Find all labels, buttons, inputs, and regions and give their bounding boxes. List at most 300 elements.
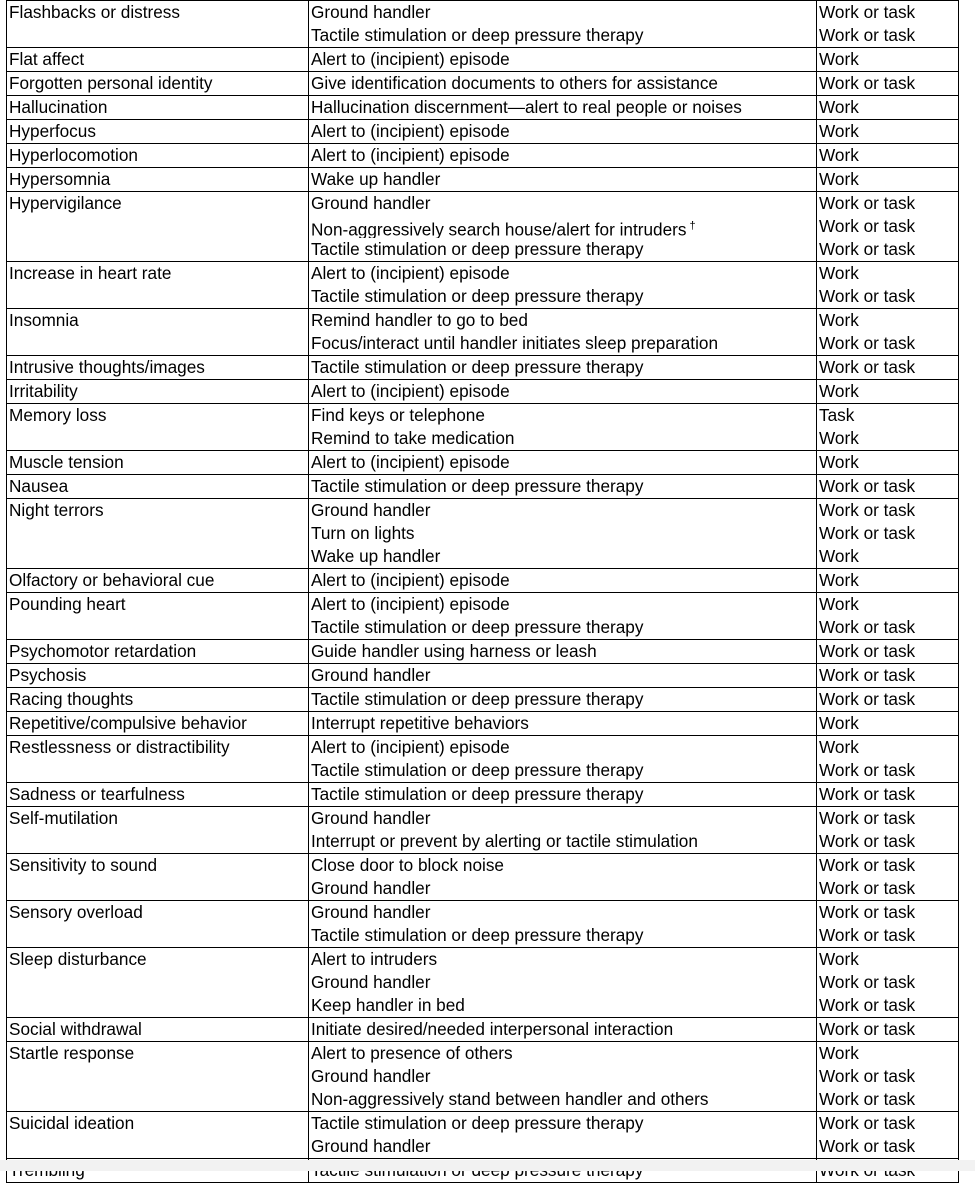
task-text: Tactile stimulation or deep pressure therapy xyxy=(311,760,644,780)
task-text: Ground handler xyxy=(311,972,431,992)
task-cell xyxy=(309,593,817,640)
task-cell xyxy=(309,499,817,569)
task-line xyxy=(309,427,816,450)
task-text: Guide handler using harness or leash xyxy=(311,641,597,661)
task-line xyxy=(309,616,816,639)
task-text: Wake up handler xyxy=(311,169,441,189)
task-text: Ground handler xyxy=(311,193,431,213)
symptom-label: Flashbacks or distress xyxy=(9,2,180,22)
task-text: Tactile stimulation or deep pressure therapy xyxy=(311,239,644,259)
symptom-cell xyxy=(7,712,309,736)
symptom-label: Olfactory or behavioral cue xyxy=(9,570,215,590)
type-cell xyxy=(817,1042,959,1112)
type-cell xyxy=(817,712,959,736)
task-line xyxy=(309,994,816,1017)
task-type-label: Work or task xyxy=(819,878,916,898)
task-line xyxy=(309,736,816,759)
task-line xyxy=(309,262,816,285)
type-cell xyxy=(817,1112,959,1159)
symptom-label: Hyperfocus xyxy=(9,121,96,141)
task-line xyxy=(309,877,816,900)
symptom-label: Forgotten personal identity xyxy=(9,73,213,93)
task-type-label: Work or task xyxy=(819,902,916,922)
task-text: Close door to block noise xyxy=(311,855,504,875)
task-line xyxy=(309,807,816,830)
symptom-cell xyxy=(7,404,309,451)
symptom-label: Intrusive thoughts/images xyxy=(9,357,205,377)
symptom-cell xyxy=(7,901,309,948)
symptom-label: Self-mutilation xyxy=(9,808,118,828)
table-row xyxy=(7,688,959,712)
task-type-label: Work or task xyxy=(819,855,916,875)
type-cell xyxy=(817,144,959,168)
symptom-label: Irritability xyxy=(9,381,78,401)
symptom-cell xyxy=(7,120,309,144)
task-type-label: Work or task xyxy=(819,2,916,22)
task-text: Ground handler xyxy=(311,2,431,22)
table-row xyxy=(7,1042,959,1112)
symptom-label: Sadness or tearfulness xyxy=(9,784,185,804)
task-line xyxy=(309,192,816,215)
task-cell xyxy=(309,1018,817,1042)
table-body xyxy=(7,1,959,1183)
symptom-task-table-region xyxy=(6,0,958,1183)
task-type-label: Work or task xyxy=(819,1113,916,1133)
task-type-label: Work or task xyxy=(819,995,916,1015)
task-type-label: Work xyxy=(819,452,859,472)
task-line xyxy=(309,759,816,782)
table-row xyxy=(7,72,959,96)
task-type-label: Work or task xyxy=(819,25,916,45)
type-cell xyxy=(817,96,959,120)
task-type-label: Work or task xyxy=(819,193,916,213)
symptom-cell xyxy=(7,499,309,569)
task-cell xyxy=(309,640,817,664)
type-cell xyxy=(817,593,959,640)
type-cell xyxy=(817,48,959,72)
table-row xyxy=(7,451,959,475)
task-type-label: Work xyxy=(819,145,859,165)
task-type-label: Work or task xyxy=(819,239,916,259)
symptom-label: Sensitivity to sound xyxy=(9,855,158,875)
table-row xyxy=(7,144,959,168)
task-line xyxy=(309,72,816,95)
symptom-cell xyxy=(7,783,309,807)
task-text: Alert to (incipient) episode xyxy=(311,121,510,141)
task-line xyxy=(309,1,816,24)
task-text: Keep handler in bed xyxy=(311,995,465,1015)
task-line xyxy=(309,1135,816,1158)
task-text: Tactile stimulation or deep pressure therapy xyxy=(311,784,644,804)
symptom-cell xyxy=(7,1018,309,1042)
symptom-label: Sensory overload xyxy=(9,902,143,922)
task-cell xyxy=(309,356,817,380)
task-type-label: Work xyxy=(819,97,859,117)
task-text: Tactile stimulation or deep pressure therapy xyxy=(311,925,644,945)
table-row xyxy=(7,1018,959,1042)
task-cell xyxy=(309,736,817,783)
task-line xyxy=(309,120,816,143)
task-type-label: Work xyxy=(819,428,859,448)
symptom-cell xyxy=(7,569,309,593)
task-text: Alert to (incipient) episode xyxy=(311,452,510,472)
task-line xyxy=(309,451,816,474)
symptom-task-table xyxy=(6,0,959,1183)
task-line xyxy=(309,688,816,711)
task-text: Alert to presence of others xyxy=(311,1043,513,1063)
task-line xyxy=(309,783,816,806)
symptom-cell xyxy=(7,854,309,901)
symptom-cell xyxy=(7,356,309,380)
symptom-cell xyxy=(7,192,309,262)
symptom-cell xyxy=(7,380,309,404)
table-row xyxy=(7,807,959,854)
symptom-cell xyxy=(7,309,309,356)
table-row xyxy=(7,569,959,593)
task-text: Tactile stimulation or deep pressure therapy xyxy=(311,286,644,306)
type-cell xyxy=(817,262,959,309)
task-text: Alert to (incipient) episode xyxy=(311,737,510,757)
task-line xyxy=(309,356,816,379)
type-cell xyxy=(817,569,959,593)
task-type-label: Work or task xyxy=(819,760,916,780)
symptom-label: Night terrors xyxy=(9,500,104,520)
type-cell xyxy=(817,356,959,380)
task-cell xyxy=(309,451,817,475)
symptom-label: Memory loss xyxy=(9,405,107,425)
task-cell xyxy=(309,96,817,120)
task-line xyxy=(309,1018,816,1041)
task-type-label: Work or task xyxy=(819,831,916,851)
task-text: Tactile stimulation or deep pressure therapy xyxy=(311,25,644,45)
task-line xyxy=(309,475,816,498)
task-cell xyxy=(309,948,817,1018)
type-cell xyxy=(817,854,959,901)
task-text: Interrupt repetitive behaviors xyxy=(311,713,529,733)
symptom-cell xyxy=(7,664,309,688)
symptom-cell xyxy=(7,1,309,48)
table-row xyxy=(7,262,959,309)
symptom-cell xyxy=(7,593,309,640)
task-text: Alert to (incipient) episode xyxy=(311,49,510,69)
task-text: Ground handler xyxy=(311,1066,431,1086)
task-text: Tactile stimulation or deep pressure therapy xyxy=(311,689,644,709)
type-cell xyxy=(817,404,959,451)
task-line xyxy=(309,664,816,687)
task-line xyxy=(309,830,816,853)
task-cell xyxy=(309,144,817,168)
table-row xyxy=(7,736,959,783)
task-line xyxy=(309,1088,816,1111)
table-row xyxy=(7,380,959,404)
table-row xyxy=(7,499,959,569)
symptom-cell xyxy=(7,451,309,475)
task-text: Ground handler xyxy=(311,878,431,898)
task-type-label: Work or task xyxy=(819,1066,916,1086)
task-line xyxy=(309,712,816,735)
task-text: Alert to (incipient) episode xyxy=(311,145,510,165)
task-type-label: Work xyxy=(819,49,859,69)
task-type-label: Work or task xyxy=(819,808,916,828)
task-line xyxy=(309,640,816,663)
task-type-label: Work or task xyxy=(819,972,916,992)
symptom-cell xyxy=(7,72,309,96)
page-bottom-strip xyxy=(0,1160,975,1171)
type-cell xyxy=(817,664,959,688)
type-cell xyxy=(817,380,959,404)
type-cell xyxy=(817,475,959,499)
symptom-label: Flat affect xyxy=(9,49,85,69)
symptom-label: Hypersomnia xyxy=(9,169,111,189)
task-text: Alert to (incipient) episode xyxy=(311,594,510,614)
task-text: Focus/interact until handler initiates sleep preparation xyxy=(311,333,719,353)
task-text: Wake up handler xyxy=(311,546,441,566)
table-row xyxy=(7,404,959,451)
symptom-label: Increase in heart rate xyxy=(9,263,172,283)
task-type-label: Work or task xyxy=(819,925,916,945)
task-cell xyxy=(309,901,817,948)
table-row xyxy=(7,48,959,72)
task-line xyxy=(309,309,816,332)
task-text: Find keys or telephone xyxy=(311,405,485,425)
task-type-label: Work or task xyxy=(819,523,916,543)
task-cell xyxy=(309,262,817,309)
task-type-label: Work xyxy=(819,546,859,566)
type-cell xyxy=(817,451,959,475)
task-text: Tactile stimulation or deep pressure therapy xyxy=(311,617,644,637)
table-row xyxy=(7,356,959,380)
type-cell xyxy=(817,309,959,356)
task-type-label: Work or task xyxy=(819,665,916,685)
task-type-label: Work or task xyxy=(819,784,916,804)
task-text: Tactile stimulation or deep pressure therapy xyxy=(311,357,644,377)
task-line xyxy=(309,901,816,924)
type-cell xyxy=(817,1,959,48)
task-text: Alert to (incipient) episode xyxy=(311,570,510,590)
task-line xyxy=(309,215,816,238)
task-type-label: Work xyxy=(819,310,859,330)
table-row xyxy=(7,1112,959,1159)
symptom-cell xyxy=(7,144,309,168)
symptom-cell xyxy=(7,807,309,854)
table-row xyxy=(7,854,959,901)
task-line xyxy=(309,168,816,191)
task-cell xyxy=(309,404,817,451)
task-line xyxy=(309,593,816,616)
task-line xyxy=(309,404,816,427)
task-text: Give identification documents to others for assistance xyxy=(311,73,718,93)
task-cell xyxy=(309,309,817,356)
symptom-cell xyxy=(7,1042,309,1112)
task-cell xyxy=(309,1,817,48)
task-text: Alert to (incipient) episode xyxy=(311,263,510,283)
task-line xyxy=(309,48,816,71)
dagger-footnote-mark: † xyxy=(689,220,696,232)
task-line xyxy=(309,1042,816,1065)
task-type-label: Work or task xyxy=(819,333,916,353)
task-line xyxy=(309,332,816,355)
task-text: Non-aggressively stand between handler and others xyxy=(311,1089,709,1109)
table-row xyxy=(7,475,959,499)
type-cell xyxy=(817,807,959,854)
task-line xyxy=(309,24,816,47)
task-text: Ground handler xyxy=(311,902,431,922)
task-text: Hallucination discernment—alert to real people or noises xyxy=(311,97,742,117)
type-cell xyxy=(817,901,959,948)
type-cell xyxy=(817,640,959,664)
task-type-label: Work or task xyxy=(819,73,916,93)
symptom-label: Pounding heart xyxy=(9,594,126,614)
task-type-label: Work xyxy=(819,1043,859,1063)
type-cell xyxy=(817,192,959,262)
task-line xyxy=(309,1065,816,1088)
task-text: Interrupt or prevent by alerting or tactile stimulation xyxy=(311,831,698,851)
table-row xyxy=(7,309,959,356)
table-row xyxy=(7,712,959,736)
task-text: Ground handler xyxy=(311,500,431,520)
task-text: Alert to (incipient) episode xyxy=(311,381,510,401)
task-type-label: Work xyxy=(819,263,859,283)
task-line xyxy=(309,948,816,971)
task-cell xyxy=(309,168,817,192)
table-row xyxy=(7,901,959,948)
symptom-label: Suicidal ideation xyxy=(9,1113,135,1133)
symptom-cell xyxy=(7,640,309,664)
symptom-cell xyxy=(7,688,309,712)
task-type-label: Work xyxy=(819,381,859,401)
task-cell xyxy=(309,380,817,404)
task-type-label: Work or task xyxy=(819,689,916,709)
symptom-cell xyxy=(7,948,309,1018)
type-cell xyxy=(817,736,959,783)
type-cell xyxy=(817,168,959,192)
symptom-label: Hallucination xyxy=(9,97,108,117)
task-line xyxy=(309,971,816,994)
task-type-label: Work or task xyxy=(819,500,916,520)
symptom-cell xyxy=(7,475,309,499)
symptom-label: Restlessness or distractibility xyxy=(9,737,230,757)
task-line xyxy=(309,854,816,877)
task-cell xyxy=(309,783,817,807)
task-cell xyxy=(309,688,817,712)
task-type-label: Work xyxy=(819,594,859,614)
task-line xyxy=(309,1112,816,1135)
task-cell xyxy=(309,72,817,96)
task-text: Tactile stimulation or deep pressure therapy xyxy=(311,1113,644,1133)
symptom-label: Racing thoughts xyxy=(9,689,134,709)
task-cell xyxy=(309,1112,817,1159)
task-type-label: Work or task xyxy=(819,641,916,661)
task-text: Turn on lights xyxy=(311,523,415,543)
task-type-label: Work or task xyxy=(819,1089,916,1109)
task-text: Initiate desired/needed interpersonal interaction xyxy=(311,1019,674,1039)
task-line xyxy=(309,522,816,545)
task-cell xyxy=(309,807,817,854)
type-cell xyxy=(817,499,959,569)
task-type-label: Work or task xyxy=(819,216,916,236)
symptom-label: Insomnia xyxy=(9,310,79,330)
task-cell xyxy=(309,192,817,262)
table-row xyxy=(7,948,959,1018)
task-cell xyxy=(309,664,817,688)
task-text: Ground handler xyxy=(311,665,431,685)
task-type-label: Work or task xyxy=(819,1019,916,1039)
task-text: Ground handler xyxy=(311,1136,431,1156)
symptom-label: Social withdrawal xyxy=(9,1019,142,1039)
task-line xyxy=(309,569,816,592)
symptom-cell xyxy=(7,262,309,309)
symptom-label: Hypervigilance xyxy=(9,193,122,213)
symptom-cell xyxy=(7,1112,309,1159)
task-text: Remind handler to go to bed xyxy=(311,310,528,330)
task-cell xyxy=(309,569,817,593)
task-text: Remind to take medication xyxy=(311,428,515,448)
task-cell xyxy=(309,712,817,736)
task-line xyxy=(309,238,816,261)
task-line xyxy=(309,285,816,308)
type-cell xyxy=(817,1018,959,1042)
task-type-label: Work xyxy=(819,737,859,757)
symptom-label: Nausea xyxy=(9,476,69,496)
task-cell xyxy=(309,854,817,901)
task-text: Alert to intruders xyxy=(311,949,438,969)
task-line xyxy=(309,924,816,947)
symptom-label: Startle response xyxy=(9,1043,135,1063)
symptom-label: Hyperlocomotion xyxy=(9,145,138,165)
table-row xyxy=(7,664,959,688)
table-row xyxy=(7,192,959,262)
type-cell xyxy=(817,72,959,96)
task-type-label: Work xyxy=(819,570,859,590)
symptom-label: Psychomotor retardation xyxy=(9,641,197,661)
task-text: Tactile stimulation or deep pressure therapy xyxy=(311,476,644,496)
task-type-label: Work or task xyxy=(819,617,916,637)
task-line xyxy=(309,545,816,568)
task-type-label: Work xyxy=(819,713,859,733)
task-type-label: Work xyxy=(819,949,859,969)
task-type-label: Task xyxy=(819,405,855,425)
symptom-label: Repetitive/compulsive behavior xyxy=(9,713,247,733)
symptom-cell xyxy=(7,168,309,192)
task-type-label: Work or task xyxy=(819,286,916,306)
type-cell xyxy=(817,688,959,712)
symptom-cell xyxy=(7,96,309,120)
table-row xyxy=(7,168,959,192)
task-line xyxy=(309,380,816,403)
task-text: Non-aggressively search house/alert for intruders xyxy=(311,219,687,238)
table-row xyxy=(7,640,959,664)
task-line xyxy=(309,499,816,522)
table-row xyxy=(7,783,959,807)
symptom-cell xyxy=(7,48,309,72)
task-cell xyxy=(309,48,817,72)
symptom-cell xyxy=(7,736,309,783)
task-line xyxy=(309,144,816,167)
symptom-label: Psychosis xyxy=(9,665,87,685)
task-type-label: Work or task xyxy=(819,357,916,377)
table-row xyxy=(7,593,959,640)
task-type-label: Work xyxy=(819,121,859,141)
type-cell xyxy=(817,948,959,1018)
table-row xyxy=(7,1,959,48)
symptom-label: Sleep disturbance xyxy=(9,949,147,969)
task-cell xyxy=(309,1042,817,1112)
task-text: Ground handler xyxy=(311,808,431,828)
task-type-label: Work or task xyxy=(819,1136,916,1156)
task-type-label: Work xyxy=(819,169,859,189)
type-cell xyxy=(817,783,959,807)
type-cell xyxy=(817,120,959,144)
